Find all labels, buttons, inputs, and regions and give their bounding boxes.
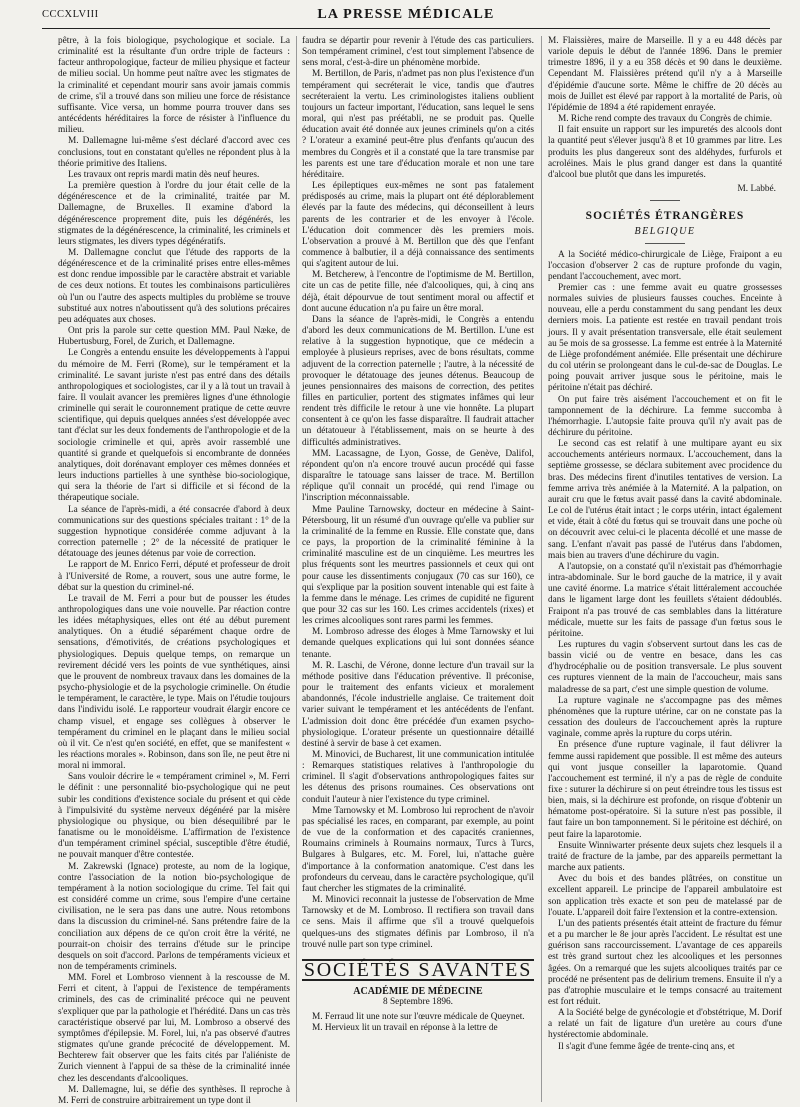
country-heading: BELGIQUE xyxy=(634,226,696,238)
paragraph: M. Hervieux lit un travail en réponse à la lettre de xyxy=(312,1023,498,1034)
paragraph: M. Bertillon, de Paris, n'admet pas non plus l'existence d'un tempérament qui secréterait le vice, tandis que d'autres secréteraient la vertu. Les criminologistes italiens oublient toujours un facteur important, l'éducation, sans lequel le sens moral, qui n'est pas préétabli, ne se produit pas. Quelle éducation avait été donnée aux jeunes criminels qu'on a cités ? L'orateur a examiné peut-être plus d'enfants qu'aucun des membres du Congrès et il a constaté que la tare transmise par les parents est une tare d'éducation morale et non une tare héréditaire. xyxy=(302,69,534,180)
column-1 xyxy=(58,36,290,1106)
paragraph: M. Minovici, de Bucharest, lit une communication intitulée : Remarques statistiques relatives à l'anthropologie du criminel. Il s'agit d'observations anthropologiques faites sur les détenus des prisons roumaines. Ces observations ont conduit l'auteur à nier l'existence du type criminel. xyxy=(302,750,534,805)
paragraph: A la Société belge de gynécologie et d'obstétrique, M. Dorif a relaté un fait de ligature d'un uretère au cours d'une hystérectomie abdominale. xyxy=(548,1008,782,1041)
paragraph: M. R. Laschi, de Vérone, donne lecture d'un travail sur la méthode positive dans l'éducation préventive. Il préconise, pour le traitement des enfants vicieux et moralement abandonnés, l'école industrielle anglaise. Ce traitement doit varier suivant le tempérament et les antécédents de l'enfant. L'admission doit donc être précédée d'un examen psycho-physiologique. L'orateur présente un questionnaire détaillé destiné à servir de base à cet examen. xyxy=(302,660,534,749)
paragraph: M. Riche rend compte des travaux du Congrès de chimie. xyxy=(558,114,773,125)
paragraph: M. Ferraud lit une note sur l'œuvre médicale de Queynet. xyxy=(312,1012,525,1023)
paragraph: Le Congrès a entendu ensuite les développements à l'appui du mémoire de M. Ferri (Rome), sur le tempérament et la criminalité. Le savant juriste n'est pas entré dans des détails anthropologiques et sociologistes, car il y a là tout un travail à faire. Il voulait avancer les premières lignes d'une éthnologie criminelle qui serait le couronnement pratique de cette œuvre scientifique, qui depuis quelques années s'est développée avec tant d'éclat sur les deux fondements de l'anthropologie et de la sociologie criminelle et qui, après avoir rassemblé une quantité si grande et quelquefois si encombrante de données analytiques, doit dorénavant employer ces mêmes données et leurs inductions partielles à une synthèse bio-sociologique, qui sera la théorie de l'art si difficile et si fécond de la thérapeutique sociale. xyxy=(58,348,290,504)
paragraph: L'un des patients présentés était atteint de fracture du fémur et a pu marcher le 8e jour après l'accident. Le résultat est une guérison sans raccourcissement. L'avantage de ces appareils est très grand surtout chez les alcooliques et les personnes âgées. On a remarqué que les sujets alcooliques traités par ce procédé ne présentent pas de delirium tremens. Ensuite il n'y a pas d'atrophie musculaire et le temps consacré au traitement est fort réduit. xyxy=(548,918,782,1007)
paragraph: Sans vouloir décrire le « tempérament criminel », M. Ferri le définit : une personnalité bio-psychologique qui ne peut subir les conditions d'existence sociale du présent et qui cède à l'impulsivité du système nerveux dégénéré par la misère physiologique ou physique, ou bien désequilibré par le fanatisme ou le monoïdéisme. L'affirmation de l'existence d'un tempérament criminel spécial, susceptible d'être étudié, ne pouvait manquer d'être contestée. xyxy=(58,772,290,861)
paragraph: MM. Forel et Lombroso viennent à la rescousse de M. Ferri et citent, à l'appui de l'existence de tempéraments criminels, des cas de criminalité précoce qui ne peuvent s'expliquer que par la pathologie et l'hérédité. Dans un cas très caractéristique observé par lui, M. Lombroso a observé des symptômes d'épilepsie. M. Forel, lui, n'a pas observé d'autres stigmates qu'une grande précocité de développement. M. Bechterew fait observer que les faits cités par l'aliéniste de Zurich viennent à l'appui de sa thèse de la criminalité innée chez les descendants d'alcooliques. xyxy=(58,973,290,1084)
paragraph: Dans la séance de l'après-midi, le Congrès a entendu d'abord les deux communications de M. Bertillon. L'une est relative à la suggestion hypnotique, que ce médecin a employée à plusieurs reprises, avec de bons résultats, comme adjuvent de la correction paternelle ; l'autre, à la nécessité de provoquer le détatouage des jeunes détenus. Beaucoup de jeunes pensionnaires des maisons de correction, des petites filles en particulier, portent des stigmates infâmes qui leur rendent très difficile le retour à une vie honnête. La plupart consentent à ce qu'on les fasse disparaître. Il faudrait attacher un détatoueur à l'établissement, mais on se heurte à des difficultés administratives. xyxy=(302,314,534,448)
paragraph: faudra se départir pour revenir à l'étude des cas particuliers. Son tempérament criminel, c'est tout simplement l'absence de sens moral, c'est-à-dire un phénomène morbide. xyxy=(302,36,534,69)
paragraph: M. Lombroso adresse des éloges à Mme Tarnowsky et lui demande quelques explications qui lui sont données séance tenante. xyxy=(302,627,534,660)
paragraph: La séance de l'après-midi, a été consacrée d'abord à deux communications sur des questions spéciales traitant : 1° de la suggestion hypnotique considérée comme adjuvant à la correction paternelle ; 2° de la nécessité de pratiquer le détatouage des jeunes détenus par voie de correction. xyxy=(58,504,290,560)
paragraph: pêtre, à la fois biologique, psychologique et sociale. La criminalité est la résultante d'un ordre triple de facteurs : facteur anthropologique, facteur de milieu physique et facteur de milieu social. Un homme peut naître avec les stigmates de la criminalité et cependant mourir sans avoir jamais commis de crime, s'il a trouvé dans son milieu une force de résistance suffisante. Vice versa, un homme pourra trouver dans ses antécédents héréditaires la force de résister à l'influence du milieu. xyxy=(58,36,290,136)
paragraph: On put faire très aisément l'accouchement et on fit le tamponnement de la déchirure. La femme succomba à l'hémorrhagie. L'autopsie faite prouva qu'il n'y avait pas de déchirure du péritoine. xyxy=(548,394,782,438)
paragraph: MM. Lacassagne, de Lyon, Gosse, de Genève, Dalifol, répondent qu'on n'a encore trouvé aucun procédé qui fasse disparaître le tatouage sans laisser de trace. M. Bertillon réplique qu'il connait un procédé, qui rend l'image ou l'inscription méconnaissable. xyxy=(302,448,534,504)
column-2 xyxy=(302,36,534,1100)
session-date: 8 Septembre 1896. xyxy=(383,997,453,1008)
section-title-societes-savantes: SOCIÉTÉS SAVANTES xyxy=(303,958,533,981)
paragraph: M. Zakrewski (Ignace) proteste, au nom de la logique, contre l'association de la notion bio-psychologique de tempérament à la notion sociologique du crime. Tel fait qui est considéré comme un crime, sous l'empire d'une certaine civilisation, ne le sera pas dans une autre. Nous retombons dans la discussion du criminel-né. Sans prétendre faire de la conciliation aux dépens de ce qu'on croit être la vérité, ne pourrait-on choisir des terrains d'étude sur le principe desquels on soit d'accord. Parlons de tempéraments vicieux et non de tempéraments criminels. xyxy=(58,861,290,972)
paragraph: M. Betcherew, à l'encontre de l'optimisme de M. Bertillon, cite un cas de petite fille, née d'alcooliques, qui, à cinq ans déjà, était dépourvue de tout sentiment moral ou affectif et dont aucune éducation n'a pu faire un être moral. xyxy=(302,270,534,314)
separator-rule xyxy=(650,200,680,201)
paragraph: M. Dallemagne, lui, se défie des synthèses. Il reproche à M. Ferri de construire arbitrairement un type dont il xyxy=(58,1084,290,1106)
paragraph: Le second cas est relatif à une multipare ayant eu six accouchements antérieurs normaux. L'accouchement, dans la septième grossesse, se déclara subitement avec procidence du bras. Des médecins firent d'inutiles tentatives de version. La femme arriva très anémiée à la Maternité. A la palpation, on aurait cru que le fœtus avait passé dans la cavité abdominale. Le col de l'utérus était intact ; le corps utérin, intact également et vide, était à côté du fœtus qui se trouvait dans une poche où on découvrit avec celui-ci le placenta décollé et une masse de sang. L'enfant n'avait pas passé de l'utérus dans l'abdomen, mais bien au travers d'une déchirure du vagin. xyxy=(548,439,782,561)
paragraph: Avec du bois et des bandes plâtrées, on constitue un excellent appareil. Le principe de l'appareil ambulatoire est son application très exacte et son peu de matelassé par de l'ouate. L'appareil doit faire l'extension et la contre-extension. xyxy=(548,874,782,918)
paragraph: Premier cas : une femme avait eu quatre grossesses normales suivies de plusieurs fausses couches. Enceinte à nouveau, elle a perdu constamment du sang pendant les deux derniers mois. La patiente est restée en travail pendant trois jours. Il y avait présentation transversale, elle était seulement au 5e mois de sa grossesse. La femme est entrée à la Maternité de Liège profondément anémiée. Elle présentait une déchirure du col utérin se prolongeant dans le cul-de-sac de Douglas. Le poing pouvait arriver jusque sous le péritoine, mais le péritoine n'était pas déchiré. xyxy=(548,282,782,394)
paragraph: Mme Pauline Tarnowsky, docteur en médecine à Saint-Pétersbourg, lit un résumé d'un ouvrage qu'elle va publier sur la criminalité de la femme en Russie. Elle constate que, dans ce pays, la proportion de la criminalité féminine à la criminalité masculine est de un cinquième. Les meurtres les plus fréquents sont les meurtres passionnels et ceux qui ont pour cause les dissentiments conjugaux (70 cas sur 160), ce qui s'explique par la position souvent intenable qui est faite à la femme dans le ménage. Les crimes de cupidité ne figurent que pour 32 cas sur les 160. Les crimes accidentels (rixes) et les crimes alcooliques sont rares parmi les femmes. xyxy=(302,504,534,627)
paragraph: M. Minovici reconnait la justesse de l'observation de Mme Tarnowsky et de M. Lombroso. Il rectifiera son travail dans ce sens. Mais il affirme que s'il a trouvé quelquefois quelques-uns des stigmates définis par Lombroso, il n'a trouvé nulle part son type criminel. xyxy=(302,895,534,950)
paragraph: Il fait ensuite un rapport sur les impuretés des alcools dont la quantité peut s'élever jusqu'à 8 et 10 grammes par litre. Les produits les plus dangereux sont des aldéhydes, furfurols et acroléines. Mais le plus grand danger est dans la quantité d'alcool bue plutôt que dans les impuretés. xyxy=(548,125,782,180)
paragraph: M. Dallemagne conclut que l'étude des rapports de la dégénérescence et de la criminalité prises entre elles-mêmes est donc rendue impossible par le caractère abstrait et variable de ces deux notions. Et toutes les combinaisons particulières où l'un ou l'autre des aspects multiples du problème se trouve substitué aux notres n'aboutissent qu'à des solutions précaires peu adéquates aux choses. xyxy=(58,247,290,325)
paragraph: La rupture vaginale ne s'accompagne pas des mêmes phénomènes que la rupture utérine, car on ne constate pas la cessation des douleurs de l'accouchement après la rupture vaginale, comme après la rupture du corps utérin. xyxy=(548,695,782,740)
paragraph: Mme Tarnowsky et M. Lombroso lui reprochent de n'avoir pas spécialisé les races, en comparant, par exemple, au point de vue de la conformation et des capacités craniennes, Roumains criminels à Roumains normaux, Turcs à Turcs, Bulgares à Bulgares, etc. M. Forel, lui, n'attache guère d'importance à la conformation anatomique. C'est dans les profondeurs du cerveau, dans le caractère psychologique, qu'il faut chercher les stigmates de la criminalité. xyxy=(302,805,534,894)
paragraph: Les épileptiques eux-mêmes ne sont pas fatalement prédisposés au crime, mais la plupart ont été déplorablement élevés par la faute des médecins, qui déconseillent à leurs parents de les contrarier et de les envoyer à l'école. L'éducation doit commencer dès les premiers mois. L'observation a prouvé à M. Bertillon que dès que l'enfant commence à balbutier, il a déjà connaissance des sentiments qui s'agitent autour de lui. xyxy=(302,181,534,270)
journal-title: LA PRESSE MÉDICALE xyxy=(317,7,495,22)
author-signature: M. Labbé. xyxy=(737,184,776,195)
page-header xyxy=(42,6,770,29)
section-title-societes-etrangeres: SOCIÉTÉS ÉTRANGÈRES xyxy=(585,210,745,223)
page-number: CCCXLVIII xyxy=(42,9,99,20)
paragraph: Les ruptures du vagin s'observent surtout dans les cas de bassin vicié ou de ventre en besace, dans les cas d'hydrocéphalie ou de position transversale. Le plus souvent ces ruptures viennent de la main de l'accoucheur, mais sans maladresse de sa part, c'est une simple question de volume. xyxy=(548,639,782,695)
paragraph: Ont pris la parole sur cette question MM. Paul Næke, de Hubertusburg, Forel, de Zurich, et Dallemagne. xyxy=(58,326,290,348)
paragraph: Le rapport de M. Enrico Ferri, député et professeur de droit à l'Université de Rome, a rouvert, sous une autre forme, le débat sur la question du criminel-né. xyxy=(58,560,290,593)
academy-heading: ACADÉMIE DE MÉDECINE xyxy=(353,985,483,997)
paragraph: Le travail de M. Ferri a pour but de pousser les études anthropologiques dans une voie nouvelle. Par réaction contre les idées métaphysiques, elles ont été au début purement analytiques. On a étudié séparément chaque ordre de sensations, d'émotivités, de créations psychologiques et physiologiques. Depuis quelque temps, on remarque un revirement décidé vers les points de vue synthétiques, ainsi que le prouvent de nombreux travaux dans les domaines de la psycho-physiologie et de la psychologie criminelle. On étudie le tempérament, le caractère, le type. Mais on l'étudie toujours dans l'individu isolé. Le rapporteur voudrait élargir encore ce champ visuel, et engage ses collègues à observer le tempérament du criminel en le plaçant dans le milieu social où il vit. Ce n'est qu'en société, en effet, que se manifestent « les réactions morales ». Robinson, dans son île, ne peut être ni moral ni immoral. xyxy=(58,593,290,772)
paragraph: M. Dallemagne lui-même s'est déclaré d'accord avec ces conclusions, tout en constatant qu'elles ne répondent plus à la théorie primitive des Italiens. xyxy=(58,136,290,169)
column-divider xyxy=(296,36,297,1102)
paragraph: Ensuite Winniwarter présente deux sujets chez lesquels il a traité de fracture de la jambe, par des appareils permettant la marche aux patients. xyxy=(548,840,782,874)
paragraph: En présence d'une rupture vaginale, il faut délivrer la femme aussi rapidement que possible. Il est même des auteurs qui vont jusque conseiller la laparotomie. Quand l'accouchement est terminé, il n'y a pas de règle de conduite fixe : suturer la déchirure si on peut étreindre tous les tissus est bien, mais, si la déchirure est profonde, on risque d'obtenir un hématome post-opératoire. Si la suture n'est pas possible, il faut faire un bon tamponnement. Si le péritoine est déchiré, on peut faire la laparotomie. xyxy=(548,740,782,840)
separator-rule xyxy=(645,243,685,244)
paragraph: La première question à l'ordre du jour était celle de la dégénérescence et de la criminalité, traitée par M. Dallemagne, de Bruxelles. Il examine d'abord la dégénérescence proprement dite, puis les dégénérés, les stigmates de la dégénérescence, la criminalité, les criminels et leurs stigmates, les divers types dégénératifs. xyxy=(58,181,290,247)
paragraph: A l'autopsie, on a constaté qu'il n'existait pas d'hémorrhagie intra-abdominale. Sur le bord gauche de la matrice, il y avait une cavité énorme. La matrice s'était littéralement accouchée dans le ligament large dont les feuillets s'étaient dédoublés. Fraipont n'a pas trouvé de cas semblables dans la littérature médicale, muette sur les faits de passage d'un fœtus sous le péritoine. xyxy=(548,561,782,639)
paragraph: Il s'agit d'une femme âgée de trente-cinq ans, et xyxy=(558,1041,735,1052)
column-divider xyxy=(541,36,542,1102)
paragraph: M. Flaissières, maire de Marseille. Il y a eu 448 décès par variole depuis le début de l'année 1896. Dans le premier trimestre 1896, il y a eu 358 décès et 90 dans le deuxième. Cependant M. Flaissières prétend qu'il n'y a à Marseille d'épidémie d'aucune sorte. Même le chiffre de 20 décès au mois de Juillet est élevé par rapport à la mortalité de Paris, où l'épidémie de 1894 a été rapidement enrayée. xyxy=(548,36,782,113)
column-3 xyxy=(548,36,782,1100)
paragraph: Les travaux ont repris mardi matin dès neuf heures. xyxy=(68,169,260,180)
paragraph: A la Société médico-chirurgicale de Liège, Fraipont a eu l'occasion d'observer 2 cas de rupture profonde du vagin, pendant l'accouchement, avec mort. xyxy=(548,249,782,282)
